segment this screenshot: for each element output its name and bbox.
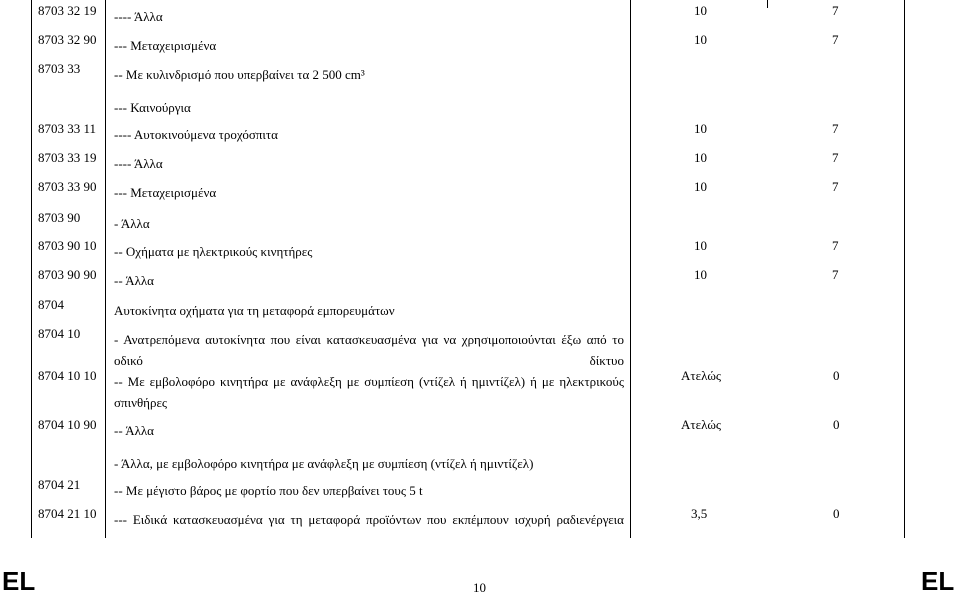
table-left-border: [31, 0, 32, 538]
tariff-code: 8703 33: [38, 61, 81, 76]
staging-category: 7: [832, 150, 839, 165]
tariff-code: 8704 21 10: [38, 506, 97, 521]
staging-category: 7: [832, 179, 839, 194]
conventional-duty: 10: [694, 121, 707, 136]
staging-category: 0: [833, 417, 840, 432]
tariff-description: ---- Άλλα: [114, 9, 163, 24]
column-divider-description: [630, 0, 631, 538]
tariff-code: 8704 10: [38, 326, 81, 341]
tariff-description: --- Μεταχειρισμένα: [114, 38, 217, 53]
staging-category: 7: [832, 267, 839, 282]
tariff-description: -- Άλλα: [114, 423, 154, 438]
conventional-duty: 10: [694, 238, 707, 253]
tariff-description: - Ανατρεπόμενα αυτοκίνητα που είναι κατασκευασμένα για να χρησιμοποιούνται έξω από το οδικό δίκτυο: [114, 332, 624, 368]
tariff-code: 8703 32 19: [38, 3, 97, 18]
tariff-description: Αυτοκίνητα οχήματα για τη μεταφορά εμπορευμάτων: [114, 303, 395, 318]
staging-category: 0: [833, 506, 840, 521]
tariff-code: 8703 90 10: [38, 238, 97, 253]
conventional-duty: 10: [694, 150, 707, 165]
tariff-description: - Άλλα: [114, 216, 150, 231]
conventional-duty: 3,5: [691, 506, 708, 521]
table-right-border: [904, 0, 905, 538]
tariff-description: --- Μεταχειρισμένα: [114, 185, 217, 200]
tariff-description: -- Με εμβολοφόρο κινητήρα με ανάφλεξη με συμπίεση (ντίζελ ή ημιντίζελ) ή με ηλεκτρικούς σπινθήρες: [114, 374, 624, 410]
staging-category: 7: [832, 238, 839, 253]
tariff-description: - Άλλα, με εμβολοφόρο κινητήρα με ανάφλεξη με συμπίεση (ντίζελ ή ημιντίζελ): [114, 456, 534, 471]
tariff-code: 8704 10 90: [38, 417, 97, 432]
tariff-code: 8703 90 90: [38, 267, 97, 282]
column-divider-duty: [767, 0, 768, 8]
conventional-duty: Ατελώς: [681, 368, 722, 383]
tariff-code: 8703 90: [38, 210, 81, 225]
conventional-duty: 10: [694, 179, 707, 194]
tariff-code: 8703 33 19: [38, 150, 97, 165]
tariff-code: 8704: [38, 297, 64, 312]
conventional-duty: 10: [694, 3, 707, 18]
footer-language-left: EL: [2, 566, 36, 596]
tariff-code: 8703 33 90: [38, 179, 97, 194]
tariff-description: -- Με κυλινδρισμό που υπερβαίνει τα 2 500 cm³: [114, 67, 365, 82]
tariff-description: --- Καινούργια: [114, 100, 191, 115]
tariff-description: -- Με μέγιστο βάρος με φορτίο που δεν υπερβαίνει τους 5 t: [114, 483, 423, 498]
column-divider-code: [105, 0, 106, 538]
page-number: 10: [473, 580, 486, 595]
tariff-code: 8703 33 11: [38, 121, 97, 136]
conventional-duty: 10: [694, 32, 707, 47]
tariff-description: -- Οχήματα με ηλεκτρικούς κινητήρες: [114, 244, 313, 259]
tariff-code: 8703 32 90: [38, 32, 97, 47]
staging-category: 7: [832, 32, 839, 47]
footer-language-right: EL: [921, 566, 955, 596]
tariff-description: ---- Αυτοκινούμενα τροχόσπιτα: [114, 127, 278, 142]
conventional-duty: Ατελώς: [681, 417, 722, 432]
tariff-description: --- Ειδικά κατασκευασμένα για τη μεταφορά προϊόντων που εκπέμπουν ισχυρή ραδιενέργεια: [114, 512, 624, 527]
tariff-code: 8704 21: [38, 477, 81, 492]
staging-category: 0: [833, 368, 840, 383]
tariff-description: -- Άλλα: [114, 273, 154, 288]
staging-category: 7: [832, 121, 839, 136]
tariff-code: 8704 10 10: [38, 368, 97, 383]
tariff-description: ---- Άλλα: [114, 156, 163, 171]
staging-category: 7: [832, 3, 839, 18]
conventional-duty: 10: [694, 267, 707, 282]
